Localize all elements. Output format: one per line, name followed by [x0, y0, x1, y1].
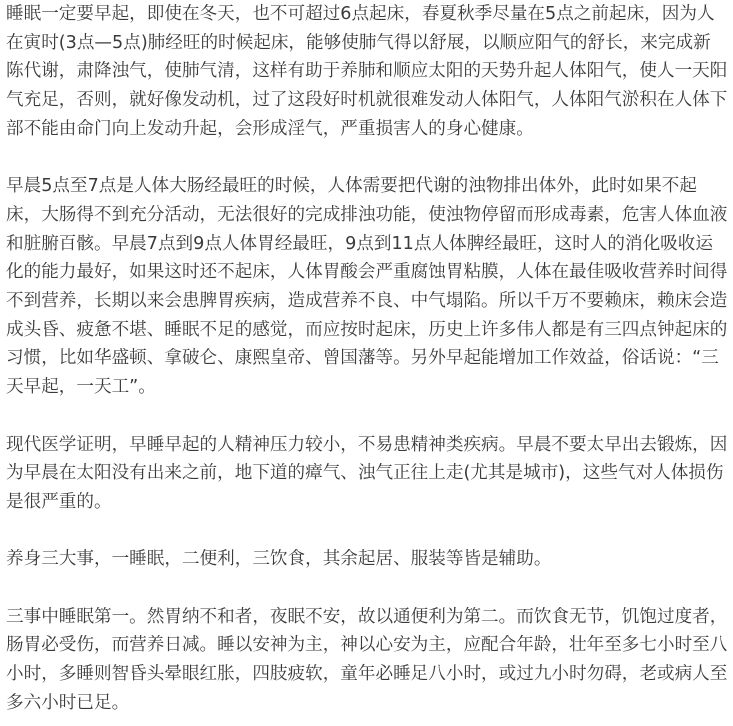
paragraph-modern-medicine: 现代医学证明，早睡早起的人精神压力较小，不易患精神类疾病。早晨不要太早出去锻炼，因为早晨在太阳没有出来之前，地下道的瘴气、浊气正往上走(尤其是城市)，这些气对人体损伤是很严重的。: [6, 434, 728, 512]
article-body: [6, 0, 728, 718]
paragraph-morning-rising: 睡眠一定要早起，即使在冬天，也不可超过6点起床，春夏秋季尽量在5点之前起床，因为人在寅时(3点—5点)肺经旺的时候起床，能够使肺气得以舒展，以顺应阳气的舒长，来完成新陈代谢，肃降浊气，使肺气清，这样有助于养肺和顺应太阳的天势升起人体阳气，使人一天阳气充足，否则，就好像发动机，过了这段好时机就很难发动人体阳气，人体阳气淤积在人体下部不能由命门向上发动升起，会形成淫气，严重损害人的身心健康。: [6, 4, 728, 139]
paragraph-sleep-first: 三事中睡眠第一。然胃纳不和者，夜眠不安，故以通便利为第二。而饮食无节，饥饱过度者，肠胃必受伤，而营养日减。睡以安神为主，神以心安为主，应配合年龄，壮年至多七小时至八小时，多睡则智昏头晕眼红胀，四肢疲软，童年必睡足八小时，或过九小时勿碍，老或病人至多六小时已足。: [6, 606, 728, 713]
paragraph-large-intestine-meridian: 早晨5点至7点是人体大肠经最旺的时候，人体需要把代谢的浊物排出体外，此时如果不起床，大肠得不到充分活动，无法很好的完成排浊功能，使浊物停留而形成毒素，危害人体血液和脏腑百骸。早晨7点到9点人体胃经最旺，9点到11点人体脾经最旺，这时人的消化吸收运化的能力最好，如果这时还不起床，人体胃酸会严重腐蚀胃粘膜，人体在最佳吸收营养时间得不到营养，长期以来会患脾胃疾病，造成营养不良、中气塌陷。所以千万不要赖床，赖床会造成头昏、疲惫不堪、睡眠不足的感觉，而应按时起床，历史上许多伟人都是有三四点钟起床的习惯，比如华盛顿、拿破仑、康熙皇帝、曾国藩等。另外早起能增加工作效益，俗话说：“三天早起，一天工”。: [6, 176, 728, 398]
paragraph-three-essentials: 养身三大事，一睡眠，二便利，三饮食，其余起居、服装等皆是辅助。: [6, 549, 552, 570]
